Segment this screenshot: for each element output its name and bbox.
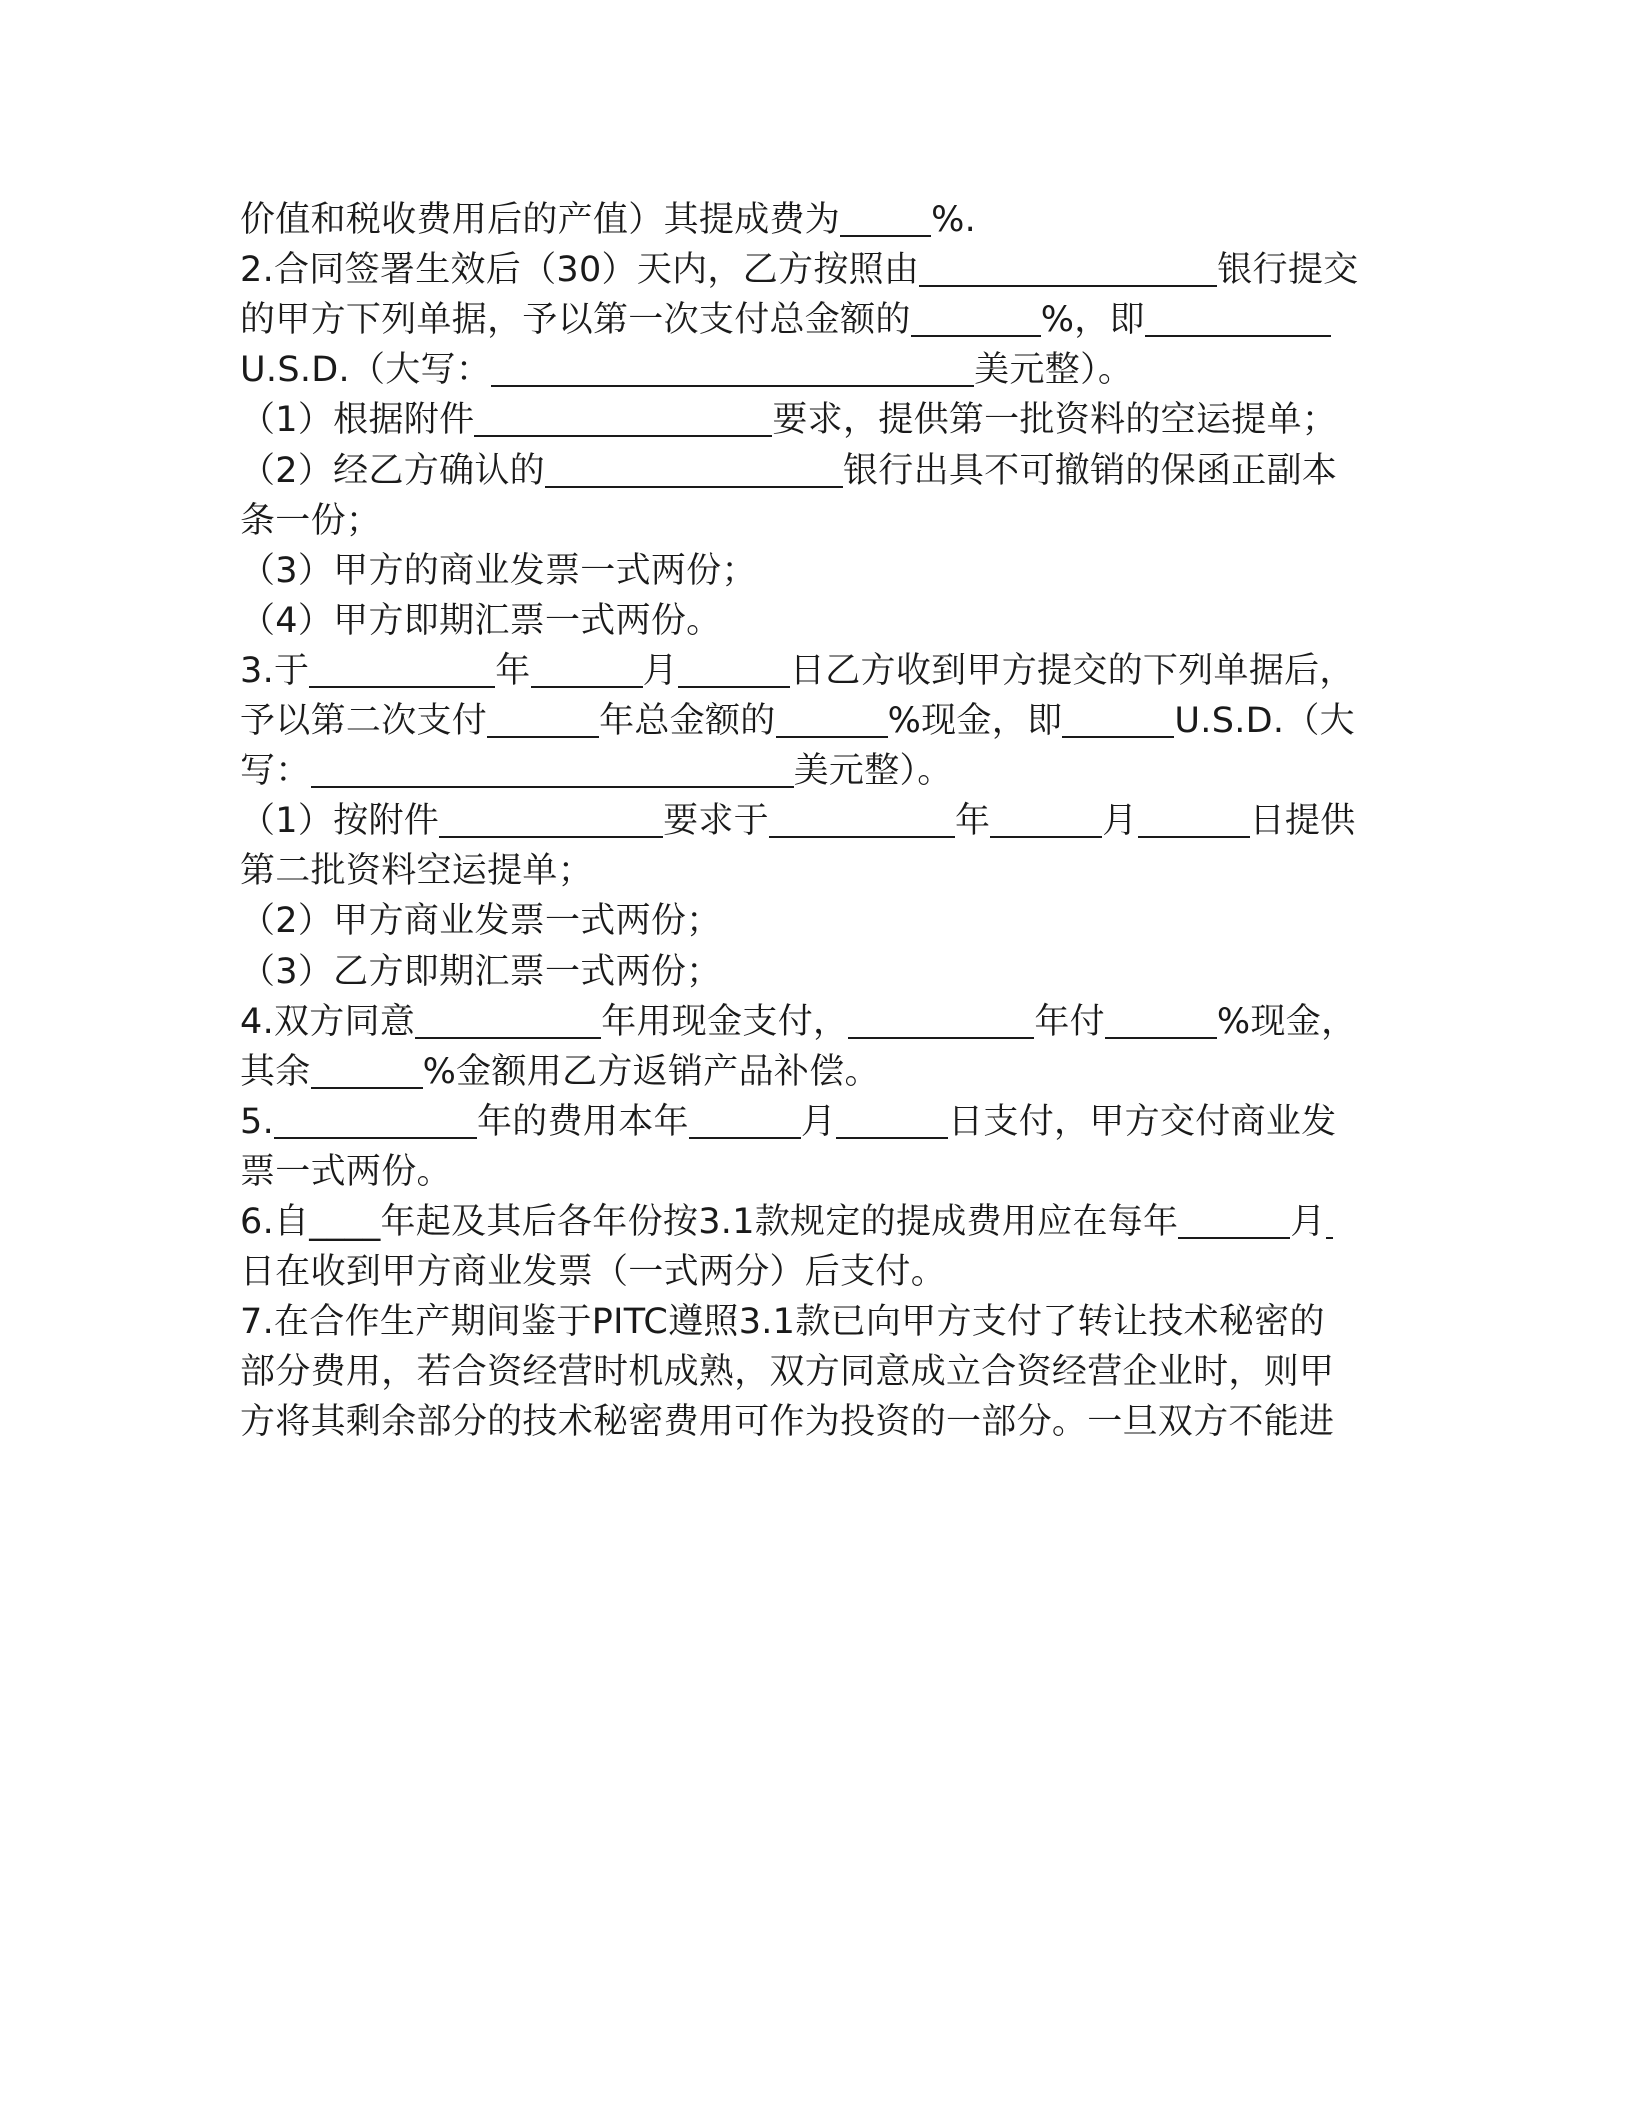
fill-in-blank[interactable]: [678, 650, 790, 688]
line-text: 年用现金支付，: [601, 1002, 849, 1042]
text-line: [240, 950, 721, 994]
text-line: [240, 198, 976, 242]
text-line: [240, 549, 757, 593]
text-line: [240, 1050, 880, 1094]
line-text: （2）经乙方确认的: [240, 451, 545, 491]
line-text: 方将其剩余部分的技术秘密费用可作为投资的一部分。一旦双方不能进: [240, 1402, 1335, 1442]
fill-in-blank[interactable]: [311, 750, 794, 788]
text-line: [240, 298, 1331, 342]
text-line: [240, 699, 1355, 743]
line-text: （3）乙方即期汇票一式两份；: [240, 952, 722, 992]
text-line: [240, 1250, 946, 1294]
line-text: 月: [642, 651, 678, 691]
fill-in-blank[interactable]: [1145, 299, 1331, 337]
line-text: （4）甲方即期汇票一式两份。: [240, 601, 722, 641]
line-text: 6.自____年起及其后各年份按3.1款规定的提成费用应在每年: [240, 1202, 1179, 1242]
line-text: 价值和税收费用后的产值）其提成费为: [240, 200, 841, 240]
text-line: [240, 449, 1337, 493]
text-line: [240, 348, 1133, 392]
line-text: 日提供: [1249, 801, 1356, 841]
line-text: 7.在合作生产期间鉴于PITC遵照3.1款已向甲方支付了转让技术秘密的: [240, 1302, 1325, 1342]
text-line: [240, 1100, 1336, 1144]
line-text: 银行提交: [1217, 250, 1359, 290]
text-line: [240, 1300, 1325, 1344]
line-text: 日支付，甲方交付商业发: [948, 1102, 1337, 1142]
line-text: 其余: [240, 1052, 311, 1092]
line-text: %金额用乙方返销产品补偿。: [422, 1052, 880, 1092]
text-line: [240, 649, 1355, 693]
line-text: 5.: [240, 1102, 274, 1142]
text-line: [240, 749, 953, 793]
text-line: [240, 599, 721, 643]
line-text: 年: [495, 651, 531, 691]
line-text: 要求，提供第一批资料的空运提单；: [772, 400, 1338, 440]
line-text: 美元整）。: [974, 350, 1134, 390]
fill-in-blank[interactable]: [990, 800, 1102, 838]
fill-in-blank[interactable]: [274, 1101, 477, 1139]
line-text: 年的费用本年: [477, 1102, 689, 1142]
text-line: [240, 398, 1337, 442]
line-text: 部分费用，若合资经营时机成熟，双方同意成立合资经营企业时，则甲: [240, 1352, 1335, 1392]
line-text: %，即: [1040, 300, 1145, 340]
line-text: 日在收到甲方商业发票（一式两分）后支付。: [240, 1252, 947, 1292]
line-text: 日乙方收到甲方提交的下列单据后，: [789, 651, 1355, 691]
line-text: （1）根据附件: [240, 400, 475, 440]
line-text: 年: [954, 801, 991, 841]
fill-in-blank[interactable]: [1105, 1001, 1217, 1039]
text-line: [240, 1200, 1333, 1244]
line-text: 月: [1290, 1202, 1326, 1242]
text-line: [240, 849, 593, 893]
line-text: U.S.D.（大: [1174, 701, 1355, 741]
line-text: 予以第二次支付: [240, 701, 488, 741]
line-text: 的甲方下列单据，予以第一次支付总金额的: [240, 300, 911, 340]
text-line: [240, 1000, 1356, 1044]
text-line: [240, 248, 1358, 292]
fill-in-blank[interactable]: [309, 650, 495, 688]
line-text: 写：: [240, 751, 311, 791]
line-text: 月: [1102, 801, 1138, 841]
fill-in-blank[interactable]: [487, 700, 599, 738]
line-text: 月: [800, 1102, 837, 1142]
text-line: [240, 799, 1356, 843]
line-text: 年总金额的: [599, 701, 776, 741]
fill-in-blank[interactable]: [836, 1101, 948, 1139]
line-text: 第二批资料空运提单；: [240, 851, 594, 891]
text-line: [240, 1150, 452, 1194]
fill-in-blank[interactable]: [776, 700, 888, 738]
fill-in-blank[interactable]: [769, 800, 955, 838]
line-text: 要求于: [663, 801, 769, 841]
fill-in-blank[interactable]: [1138, 800, 1250, 838]
line-text: 年付: [1034, 1002, 1105, 1042]
line-text: 美元整）。: [793, 751, 953, 791]
line-text: 2.合同签署生效后（30）天内，乙方按照由: [240, 250, 920, 290]
fill-in-blank[interactable]: [689, 1101, 801, 1139]
fill-in-blank[interactable]: [848, 1001, 1034, 1039]
text-line: [240, 1400, 1334, 1444]
fill-in-blank[interactable]: [1062, 700, 1174, 738]
line-text: （1）按附件: [240, 801, 440, 841]
fill-in-blank[interactable]: [840, 199, 931, 237]
line-text: 条一份；: [240, 501, 382, 541]
line-text: %现金，即: [887, 701, 1063, 741]
fill-in-blank[interactable]: [1178, 1201, 1290, 1239]
fill-in-blank[interactable]: [919, 249, 1217, 287]
text-line: [240, 1350, 1334, 1394]
fill-in-blank[interactable]: [911, 299, 1041, 337]
text-line: [240, 499, 381, 543]
line-text: （2）甲方商业发票一式两份；: [240, 901, 722, 941]
fill-in-blank[interactable]: [545, 450, 843, 488]
line-text: 4.双方同意: [240, 1002, 416, 1042]
line-text: （3）甲方的商业发票一式两份；: [240, 551, 757, 591]
line-text: %现金，: [1216, 1002, 1357, 1042]
fill-in-blank[interactable]: [491, 349, 974, 387]
fill-in-blank[interactable]: [439, 800, 663, 838]
fill-in-blank[interactable]: [1326, 1201, 1333, 1239]
fill-in-blank[interactable]: [474, 399, 772, 437]
line-text: U.S.D.（大写：: [240, 350, 492, 390]
text-line: [240, 899, 721, 943]
line-text: 3.于: [240, 651, 310, 691]
line-text: 票一式两份。: [240, 1152, 452, 1192]
line-text: 银行出具不可撤销的保函正副本: [842, 451, 1338, 491]
fill-in-blank[interactable]: [415, 1001, 601, 1039]
line-text: %.: [931, 200, 977, 240]
fill-in-blank[interactable]: [311, 1051, 423, 1089]
fill-in-blank[interactable]: [531, 650, 643, 688]
